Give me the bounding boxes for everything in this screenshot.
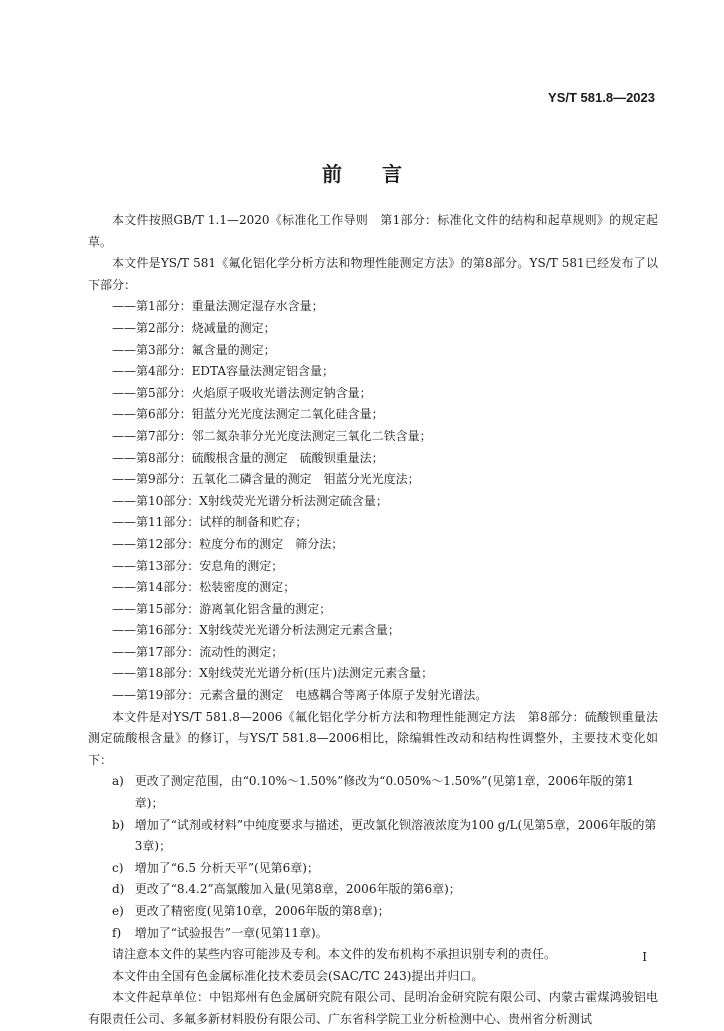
list-item: ——第2部分：烧减量的测定； xyxy=(112,320,276,335)
paragraph-patent-notice: 请注意本文件的某些内容可能涉及专利。本文件的发布机构不承担识别专利的责任。 xyxy=(112,947,557,962)
paragraph-drafting-units: 本文件起草单位：中铝郑州有色金属研究院有限公司、昆明冶金研究院有限公司、内蒙古霍煤鸿骏铝电有限责任公司、多氟多新材料股份有限公司、广东省科学院工业分析检测中心、贵州省分析测试 xyxy=(88,990,658,1026)
change-text: 增加了“试剂或材料”中纯度要求与描述，更改氯化钡溶液浓度为100 g/L(见第5章，2006年版的第3章)； xyxy=(134,817,657,854)
change-item xyxy=(112,879,658,901)
change-item xyxy=(112,923,658,945)
change-text: 更改了测定范围，由“0.10%～1.50%”修改为“0.050%～1.50%”(见第1章，2006年版的第1章)； xyxy=(134,774,634,811)
change-item xyxy=(112,901,658,923)
list-item: ——第7部分：邻二氮杂菲分光光度法测定三氧化二铁含量； xyxy=(112,428,432,443)
list-item: ——第11部分：试样的制备和贮存； xyxy=(112,515,308,530)
list-item: ——第14部分：松装密度的测定； xyxy=(112,580,296,595)
list-item: ——第18部分：X射线荧光光谱分析(压片)法测定元素含量； xyxy=(112,666,434,681)
page-number: I xyxy=(642,950,647,964)
list-item: ——第10部分：X射线荧光光谱分析法测定硫含量； xyxy=(112,493,388,508)
list-item: ——第9部分：五氧化二磷含量的测定 钼蓝分光光度法； xyxy=(112,472,420,487)
change-text: 增加了“6.5 分析天平”(见第6章)； xyxy=(134,860,319,875)
list-item: ——第17部分：流动性的测定； xyxy=(112,644,284,659)
list-item: ——第16部分：X射线荧光光谱分析法测定元素含量； xyxy=(112,623,400,638)
change-item xyxy=(112,858,658,880)
list-item: ——第13部分：安息角的测定； xyxy=(112,558,284,573)
paragraph-proposer: 本文件由全国有色金属标准化技术委员会(SAC/TC 243)提出并归口。 xyxy=(112,968,484,983)
document-body xyxy=(88,210,658,1031)
paragraph-revision: 本文件是对YS/T 581.8—2006《氟化铝化学分析方法和物理性能测定方法 第8部分：硫酸钡重量法测定硫酸根含量》的修订，与YS/T 581.8—2006相比，除编辑性改动和结构性调整外，主要技术变化如下： xyxy=(88,709,658,767)
list-item: ——第8部分：硫酸根含量的测定 硫酸钡重量法； xyxy=(112,450,384,465)
change-marker: d) xyxy=(112,882,125,897)
list-item: ——第15部分：游离氧化铝含量的测定； xyxy=(112,601,332,616)
standard-code: YS/T 581.8—2023 xyxy=(548,90,655,105)
list-item: ——第12部分：粒度分布的测定 筛分法； xyxy=(112,536,344,551)
change-item xyxy=(112,815,658,858)
paragraph-drafting-rules: 本文件按照GB/T 1.1—2020《标准化工作导则 第1部分：标准化文件的结构和起草规则》的规定起草。 xyxy=(88,213,658,249)
change-marker: e) xyxy=(112,904,124,918)
list-item: ——第6部分：钼蓝分光光度法测定二氧化硅含量； xyxy=(112,407,384,422)
list-item: ——第1部分：重量法测定湿存水含量； xyxy=(112,299,324,314)
changes-list xyxy=(88,771,658,944)
list-item: ——第4部分：EDTA容量法测定铝含量； xyxy=(112,364,335,379)
change-marker: b) xyxy=(112,817,125,832)
change-marker: f) xyxy=(112,925,122,940)
change-text: 更改了“8.4.2”高氯酸加入量(见第8章，2006年版的第6章)； xyxy=(134,882,461,897)
change-text: 增加了“试验报告”一章(见第11章)。 xyxy=(134,925,328,940)
list-item: ——第19部分：元素含量的测定 电感耦合等离子体原子发射光谱法。 xyxy=(112,688,488,703)
list-item: ——第3部分：氟含量的测定； xyxy=(112,342,276,357)
change-marker: a) xyxy=(112,774,124,789)
list-item: ——第5部分：火焰原子吸收光谱法测定钠含量； xyxy=(112,385,372,400)
change-item xyxy=(112,771,658,814)
change-marker: c) xyxy=(112,860,124,875)
page-title: 前言 xyxy=(322,162,442,186)
change-text: 更改了精密度(见第10章，2006年版的第8章)； xyxy=(134,904,390,918)
paragraph-series-intro: 本文件是YS/T 581《氟化铝化学分析方法和物理性能测定方法》的第8部分。YS/T 581已经发布了以下部分： xyxy=(88,256,658,292)
parts-list xyxy=(88,296,658,706)
